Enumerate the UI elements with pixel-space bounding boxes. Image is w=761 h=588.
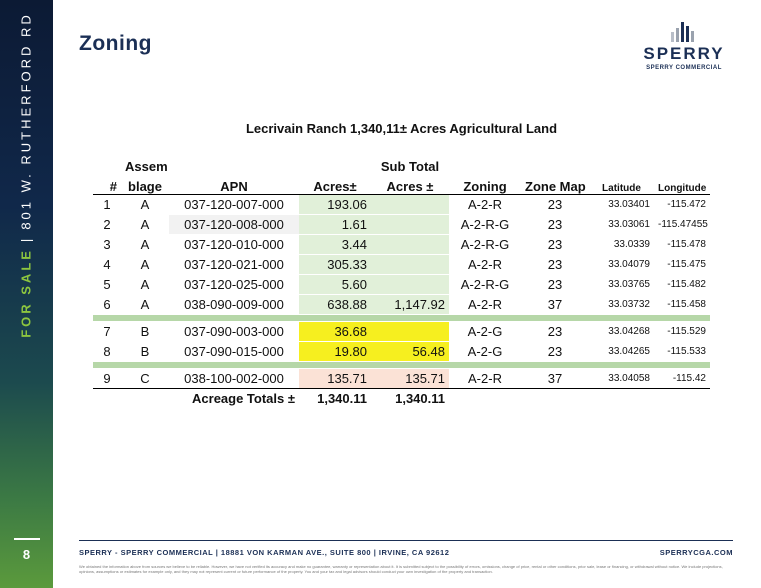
footer-website: SPERRYCGA.COM (659, 548, 733, 557)
cell-apn: 037-090-015-000 (169, 341, 299, 361)
sperry-logo (634, 22, 734, 74)
totals-acres: 1,340.11 (317, 390, 367, 406)
header-zoning: Zoning (449, 174, 521, 194)
cell-zoning: A-2-R (449, 368, 521, 388)
cell-subtotal (371, 274, 449, 294)
cell-zoning: A-2-G (449, 341, 521, 361)
cell-assemblage: A (121, 214, 169, 234)
cell-num: 6 (93, 294, 121, 314)
sidebar-title (19, 12, 34, 338)
page-number-divider (14, 538, 40, 540)
header-assemblage-top: Assem (125, 159, 168, 174)
totals-label: Acreage Totals ± (192, 390, 295, 406)
cell-latitude: 33.04079 (589, 254, 654, 274)
cell-zoning: A-2-G (449, 321, 521, 341)
logo-wordmark: SPERRY (643, 44, 725, 63)
cell-apn: 038-090-009-000 (169, 294, 299, 314)
table-row (93, 368, 710, 388)
cell-zone-map: 23 (521, 254, 589, 274)
cell-latitude: 33.03061 (589, 214, 654, 234)
table-row (93, 194, 710, 214)
cell-acres: 1.61 (299, 214, 371, 234)
footer-address: SPERRY - SPERRY COMMERCIAL | 18881 VON KARMAN AVE., SUITE 800 | IRVINE, CA 92612 (79, 548, 450, 557)
footer-disclaimer: We obtained the information above from sources we believe to be reliable. However, we have not verified its accuracy and make no guarantee, warranty or representation about it. It is submitted subject to the possibility of errors, omissions, change of price, rental or other conditions, prior sale, lease or financing, or withdrawal without notice. We include projections, opinions, assumptions or estimates for example only, and they may not represent current or future performance of the property. You and your tax and legal advisors should conduct your own investigation of the property and transaction. (79, 564, 723, 574)
cell-assemblage: B (121, 341, 169, 361)
cell-latitude: 33.03401 (589, 194, 654, 214)
page-title: Zoning (79, 32, 152, 55)
cell-longitude: -115.472 (654, 194, 710, 214)
cell-assemblage: A (121, 294, 169, 314)
cell-latitude: 33.0339 (589, 234, 654, 254)
cell-zone-map: 23 (521, 321, 589, 341)
cell-acres: 19.80 (299, 341, 371, 361)
cell-longitude: -115.42 (654, 368, 710, 388)
cell-apn: 037-120-010-000 (169, 234, 299, 254)
table-title: Lecrivain Ranch 1,340,11± Acres Agricultural Land (245, 121, 558, 136)
cell-apn: 037-120-007-000 (169, 194, 299, 214)
cell-subtotal: 135.71 (371, 368, 449, 388)
table-row (93, 254, 710, 274)
cell-latitude: 33.04265 (589, 341, 654, 361)
cell-latitude: 33.03765 (589, 274, 654, 294)
cell-acres: 5.60 (299, 274, 371, 294)
sidebar-separator: | (18, 235, 34, 243)
table-row (93, 341, 710, 361)
cell-subtotal: 1,147.92 (371, 294, 449, 314)
header-row-top (93, 154, 710, 174)
cell-apn: 037-120-008-000 (169, 214, 299, 234)
header-num: # (93, 174, 121, 194)
cell-apn: 037-120-025-000 (169, 274, 299, 294)
cell-zoning: A-2-R-G (449, 234, 521, 254)
cell-zoning: A-2-R (449, 294, 521, 314)
cell-acres: 305.33 (299, 254, 371, 274)
cell-apn: 037-090-003-000 (169, 321, 299, 341)
cell-zone-map: 37 (521, 294, 589, 314)
cell-acres: 193.06 (299, 194, 371, 214)
table-row (93, 274, 710, 294)
header-zone-map: Zone Map (521, 174, 589, 194)
cell-zoning: A-2-R-G (449, 214, 521, 234)
cell-num: 9 (93, 368, 121, 388)
for-sale-label: FOR SALE (18, 248, 34, 338)
header-longitude: Longitude (654, 174, 710, 194)
footer-divider (79, 540, 733, 541)
cell-num: 4 (93, 254, 121, 274)
table-row (93, 234, 710, 254)
cell-acres: 36.68 (299, 321, 371, 341)
cell-zone-map: 23 (521, 274, 589, 294)
cell-latitude: 33.04268 (589, 321, 654, 341)
cell-num: 8 (93, 341, 121, 361)
page-number: 8 (22, 547, 31, 562)
cell-longitude: -115.529 (654, 321, 710, 341)
cell-num: 1 (93, 194, 121, 214)
cell-num: 7 (93, 321, 121, 341)
cell-subtotal (371, 321, 449, 341)
cell-acres: 3.44 (299, 234, 371, 254)
cell-acres: 638.88 (299, 294, 371, 314)
header-subtotal-top: Sub Total (380, 159, 440, 174)
cell-assemblage: A (121, 274, 169, 294)
header-assemblage: blage (121, 174, 169, 194)
cell-subtotal (371, 254, 449, 274)
cell-latitude: 33.04058 (589, 368, 654, 388)
cell-longitude: -115.458 (654, 294, 710, 314)
cell-zone-map: 23 (521, 341, 589, 361)
totals-subtotal: 1,340.11 (395, 390, 445, 406)
cell-zoning: A-2-R-G (449, 274, 521, 294)
cell-assemblage: A (121, 234, 169, 254)
group-separator (93, 361, 710, 368)
cell-zone-map: 23 (521, 194, 589, 214)
cell-subtotal (371, 194, 449, 214)
cell-subtotal: 56.48 (371, 341, 449, 361)
property-address: 801 W. RUTHERFORD RD (18, 12, 34, 230)
cell-apn: 038-100-002-000 (169, 368, 299, 388)
cell-zoning: A-2-R (449, 254, 521, 274)
header-row (93, 174, 710, 194)
table-row (93, 214, 710, 234)
buildings-icon (670, 22, 698, 42)
zoning-table (93, 154, 710, 408)
logo-subtitle: SPERRY COMMERCIAL (646, 65, 722, 71)
cell-longitude: -115.47455 (654, 214, 710, 234)
cell-assemblage: A (121, 254, 169, 274)
cell-zone-map: 23 (521, 214, 589, 234)
cell-latitude: 33.03732 (589, 294, 654, 314)
cell-assemblage: B (121, 321, 169, 341)
cell-longitude: -115.533 (654, 341, 710, 361)
cell-zone-map: 37 (521, 368, 589, 388)
group-separator (93, 314, 710, 321)
cell-num: 3 (93, 234, 121, 254)
header-latitude: Latitude (589, 174, 654, 194)
cell-longitude: -115.478 (654, 234, 710, 254)
header-subtotal: Acres ± (371, 174, 449, 194)
table-row (93, 321, 710, 341)
cell-apn: 037-120-021-000 (169, 254, 299, 274)
cell-assemblage: C (121, 368, 169, 388)
cell-subtotal (371, 234, 449, 254)
cell-num: 5 (93, 274, 121, 294)
header-acres: Acres± (299, 174, 371, 194)
cell-num: 2 (93, 214, 121, 234)
cell-acres: 135.71 (299, 368, 371, 388)
table-row (93, 294, 710, 314)
header-apn: APN (169, 174, 299, 194)
cell-subtotal (371, 214, 449, 234)
totals-row (93, 388, 710, 408)
cell-zone-map: 23 (521, 234, 589, 254)
cell-zoning: A-2-R (449, 194, 521, 214)
cell-longitude: -115.475 (654, 254, 710, 274)
cell-longitude: -115.482 (654, 274, 710, 294)
sidebar-banner (0, 0, 53, 588)
cell-assemblage: A (121, 194, 169, 214)
